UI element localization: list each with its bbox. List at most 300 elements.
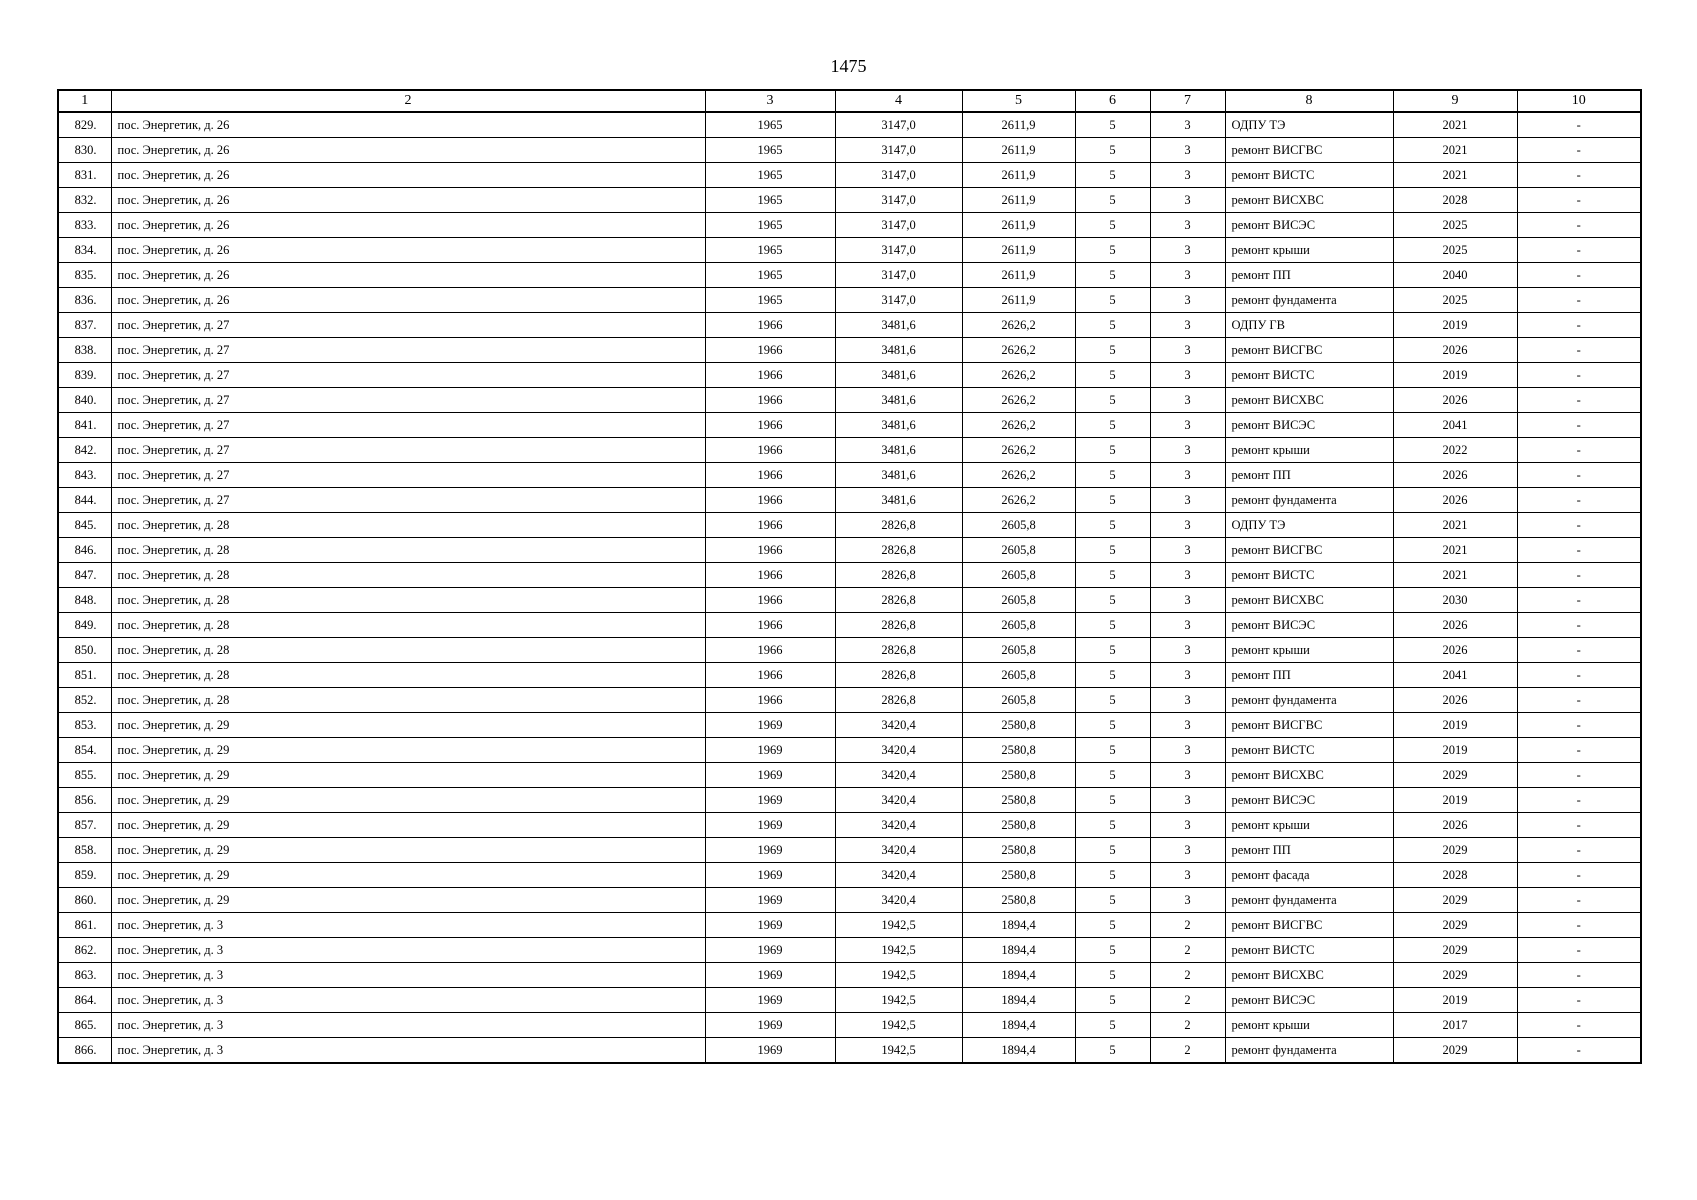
cell-planned-year: 2026 [1393, 388, 1517, 413]
cell-address: пос. Энергетик, д. 3 [111, 1038, 705, 1064]
cell-work-type: ремонт ВИСТС [1225, 563, 1393, 588]
cell-build-year: 1966 [705, 513, 835, 538]
cell-planned-year: 2022 [1393, 438, 1517, 463]
table-row [58, 538, 1641, 563]
cell-entrances: 3 [1150, 763, 1225, 788]
cell-planned-year: 2029 [1393, 913, 1517, 938]
cell-living-area: 2605,8 [962, 613, 1075, 638]
cell-work-type: ремонт ВИСХВС [1225, 963, 1393, 988]
cell-total-area: 3147,0 [835, 112, 962, 138]
table-row [58, 488, 1641, 513]
cell-entrances: 3 [1150, 363, 1225, 388]
cell-planned-year: 2021 [1393, 538, 1517, 563]
cell-row-number: 836. [58, 288, 111, 313]
cell-cost: - [1517, 513, 1641, 538]
cell-total-area: 2826,8 [835, 613, 962, 638]
cell-cost: - [1517, 588, 1641, 613]
cell-living-area: 2605,8 [962, 563, 1075, 588]
cell-planned-year: 2025 [1393, 288, 1517, 313]
cell-build-year: 1966 [705, 438, 835, 463]
cell-work-type: ремонт фундамента [1225, 288, 1393, 313]
cell-row-number: 840. [58, 388, 111, 413]
cell-row-number: 838. [58, 338, 111, 363]
cell-planned-year: 2017 [1393, 1013, 1517, 1038]
cell-entrances: 3 [1150, 288, 1225, 313]
cell-address: пос. Энергетик, д. 28 [111, 613, 705, 638]
table-row [58, 638, 1641, 663]
cell-address: пос. Энергетик, д. 3 [111, 988, 705, 1013]
cell-row-number: 857. [58, 813, 111, 838]
cell-work-type: ремонт ВИСХВС [1225, 763, 1393, 788]
cell-planned-year: 2026 [1393, 338, 1517, 363]
cell-cost: - [1517, 213, 1641, 238]
cell-build-year: 1969 [705, 988, 835, 1013]
cell-total-area: 1942,5 [835, 1038, 962, 1064]
cell-planned-year: 2026 [1393, 488, 1517, 513]
table-row [58, 913, 1641, 938]
cell-total-area: 1942,5 [835, 963, 962, 988]
cell-row-number: 863. [58, 963, 111, 988]
cell-floors: 5 [1075, 563, 1150, 588]
cell-row-number: 855. [58, 763, 111, 788]
cell-living-area: 2626,2 [962, 313, 1075, 338]
cell-floors: 5 [1075, 338, 1150, 363]
column-header-2: 2 [111, 90, 705, 112]
cell-entrances: 3 [1150, 163, 1225, 188]
cell-total-area: 3147,0 [835, 188, 962, 213]
cell-work-type: ремонт крыши [1225, 813, 1393, 838]
cell-floors: 5 [1075, 263, 1150, 288]
cell-cost: - [1517, 1013, 1641, 1038]
cell-address: пос. Энергетик, д. 28 [111, 663, 705, 688]
cell-cost: - [1517, 363, 1641, 388]
cell-floors: 5 [1075, 863, 1150, 888]
cell-entrances: 3 [1150, 188, 1225, 213]
cell-living-area: 1894,4 [962, 963, 1075, 988]
cell-total-area: 3420,4 [835, 713, 962, 738]
cell-address: пос. Энергетик, д. 27 [111, 463, 705, 488]
cell-total-area: 3481,6 [835, 363, 962, 388]
table-row [58, 163, 1641, 188]
table-row [58, 938, 1641, 963]
cell-entrances: 3 [1150, 438, 1225, 463]
cell-cost: - [1517, 838, 1641, 863]
cell-floors: 5 [1075, 363, 1150, 388]
cell-entrances: 2 [1150, 963, 1225, 988]
cell-entrances: 3 [1150, 338, 1225, 363]
cell-cost: - [1517, 888, 1641, 913]
cell-row-number: 848. [58, 588, 111, 613]
cell-work-type: ремонт фундамента [1225, 1038, 1393, 1064]
cell-entrances: 3 [1150, 688, 1225, 713]
cell-total-area: 2826,8 [835, 538, 962, 563]
cell-row-number: 833. [58, 213, 111, 238]
table-row [58, 188, 1641, 213]
cell-build-year: 1966 [705, 488, 835, 513]
cell-row-number: 834. [58, 238, 111, 263]
cell-living-area: 2580,8 [962, 813, 1075, 838]
cell-entrances: 2 [1150, 988, 1225, 1013]
cell-floors: 5 [1075, 838, 1150, 863]
cell-entrances: 3 [1150, 463, 1225, 488]
column-header-10: 10 [1517, 90, 1641, 112]
cell-total-area: 3420,4 [835, 838, 962, 863]
cell-planned-year: 2029 [1393, 1038, 1517, 1064]
cell-planned-year: 2019 [1393, 788, 1517, 813]
cell-address: пос. Энергетик, д. 26 [111, 138, 705, 163]
cell-floors: 5 [1075, 488, 1150, 513]
cell-address: пос. Энергетик, д. 3 [111, 913, 705, 938]
column-header-7: 7 [1150, 90, 1225, 112]
cell-address: пос. Энергетик, д. 26 [111, 263, 705, 288]
cell-address: пос. Энергетик, д. 28 [111, 513, 705, 538]
cell-floors: 5 [1075, 1038, 1150, 1064]
cell-planned-year: 2028 [1393, 188, 1517, 213]
cell-total-area: 1942,5 [835, 913, 962, 938]
cell-address: пос. Энергетик, д. 26 [111, 112, 705, 138]
cell-row-number: 830. [58, 138, 111, 163]
cell-build-year: 1966 [705, 463, 835, 488]
cell-work-type: ОДПУ ТЭ [1225, 513, 1393, 538]
cell-entrances: 3 [1150, 138, 1225, 163]
cell-row-number: 864. [58, 988, 111, 1013]
cell-planned-year: 2029 [1393, 963, 1517, 988]
cell-address: пос. Энергетик, д. 28 [111, 538, 705, 563]
cell-work-type: ремонт ВИСГВС [1225, 713, 1393, 738]
cell-work-type: ремонт ВИСТС [1225, 363, 1393, 388]
cell-entrances: 3 [1150, 713, 1225, 738]
cell-entrances: 3 [1150, 613, 1225, 638]
cell-floors: 5 [1075, 738, 1150, 763]
cell-living-area: 2611,9 [962, 213, 1075, 238]
cell-work-type: ремонт ВИСТС [1225, 738, 1393, 763]
cell-entrances: 3 [1150, 638, 1225, 663]
cell-living-area: 2611,9 [962, 138, 1075, 163]
cell-cost: - [1517, 338, 1641, 363]
cell-total-area: 2826,8 [835, 588, 962, 613]
cell-cost: - [1517, 638, 1641, 663]
cell-cost: - [1517, 188, 1641, 213]
cell-build-year: 1969 [705, 1013, 835, 1038]
cell-row-number: 837. [58, 313, 111, 338]
cell-total-area: 3420,4 [835, 813, 962, 838]
cell-build-year: 1969 [705, 1038, 835, 1064]
cell-floors: 5 [1075, 438, 1150, 463]
cell-floors: 5 [1075, 1013, 1150, 1038]
cell-living-area: 2626,2 [962, 488, 1075, 513]
cell-entrances: 3 [1150, 838, 1225, 863]
column-header-1: 1 [58, 90, 111, 112]
cell-entrances: 2 [1150, 938, 1225, 963]
cell-work-type: ремонт ВИСГВС [1225, 913, 1393, 938]
cell-planned-year: 2026 [1393, 613, 1517, 638]
cell-living-area: 1894,4 [962, 913, 1075, 938]
cell-build-year: 1966 [705, 538, 835, 563]
cell-living-area: 2605,8 [962, 638, 1075, 663]
cell-build-year: 1969 [705, 838, 835, 863]
cell-entrances: 3 [1150, 313, 1225, 338]
table-row [58, 738, 1641, 763]
cell-row-number: 853. [58, 713, 111, 738]
cell-living-area: 2611,9 [962, 112, 1075, 138]
cell-build-year: 1969 [705, 938, 835, 963]
cell-work-type: ремонт фундамента [1225, 688, 1393, 713]
cell-living-area: 2580,8 [962, 888, 1075, 913]
cell-address: пос. Энергетик, д. 26 [111, 188, 705, 213]
cell-work-type: ремонт ВИСГВС [1225, 138, 1393, 163]
table-row [58, 763, 1641, 788]
cell-floors: 5 [1075, 763, 1150, 788]
cell-entrances: 2 [1150, 913, 1225, 938]
cell-living-area: 2605,8 [962, 538, 1075, 563]
cell-planned-year: 2029 [1393, 838, 1517, 863]
cell-floors: 5 [1075, 663, 1150, 688]
cell-total-area: 3147,0 [835, 263, 962, 288]
cell-total-area: 3420,4 [835, 763, 962, 788]
cell-cost: - [1517, 488, 1641, 513]
column-header-4: 4 [835, 90, 962, 112]
cell-address: пос. Энергетик, д. 27 [111, 438, 705, 463]
cell-living-area: 2580,8 [962, 713, 1075, 738]
cell-floors: 5 [1075, 463, 1150, 488]
cell-entrances: 3 [1150, 738, 1225, 763]
cell-total-area: 3481,6 [835, 438, 962, 463]
table-row [58, 112, 1641, 138]
table-row [58, 988, 1641, 1013]
cell-planned-year: 2021 [1393, 138, 1517, 163]
cell-planned-year: 2028 [1393, 863, 1517, 888]
cell-planned-year: 2029 [1393, 763, 1517, 788]
cell-entrances: 3 [1150, 588, 1225, 613]
cell-row-number: 849. [58, 613, 111, 638]
table-header [58, 90, 1641, 112]
cell-cost: - [1517, 988, 1641, 1013]
cell-cost: - [1517, 288, 1641, 313]
cell-work-type: ремонт ВИСЭС [1225, 788, 1393, 813]
cell-entrances: 2 [1150, 1013, 1225, 1038]
cell-total-area: 3420,4 [835, 888, 962, 913]
table-row [58, 813, 1641, 838]
cell-build-year: 1966 [705, 638, 835, 663]
cell-floors: 5 [1075, 413, 1150, 438]
cell-floors: 5 [1075, 163, 1150, 188]
cell-entrances: 3 [1150, 888, 1225, 913]
table-row [58, 663, 1641, 688]
cell-entrances: 3 [1150, 813, 1225, 838]
cell-living-area: 2605,8 [962, 663, 1075, 688]
cell-planned-year: 2026 [1393, 638, 1517, 663]
cell-build-year: 1966 [705, 588, 835, 613]
cell-build-year: 1966 [705, 313, 835, 338]
cell-address: пос. Энергетик, д. 26 [111, 213, 705, 238]
cell-floors: 5 [1075, 638, 1150, 663]
cell-planned-year: 2019 [1393, 713, 1517, 738]
cell-work-type: ремонт ПП [1225, 663, 1393, 688]
table-row [58, 888, 1641, 913]
cell-cost: - [1517, 538, 1641, 563]
cell-work-type: ОДПУ ГВ [1225, 313, 1393, 338]
cell-planned-year: 2019 [1393, 988, 1517, 1013]
cell-build-year: 1965 [705, 238, 835, 263]
cell-build-year: 1966 [705, 363, 835, 388]
cell-address: пос. Энергетик, д. 29 [111, 838, 705, 863]
cell-work-type: ремонт крыши [1225, 238, 1393, 263]
table-row [58, 213, 1641, 238]
cell-living-area: 2611,9 [962, 288, 1075, 313]
cell-planned-year: 2019 [1393, 363, 1517, 388]
cell-address: пос. Энергетик, д. 27 [111, 338, 705, 363]
cell-row-number: 856. [58, 788, 111, 813]
cell-living-area: 2626,2 [962, 388, 1075, 413]
table-row [58, 713, 1641, 738]
cell-planned-year: 2026 [1393, 813, 1517, 838]
cell-cost: - [1517, 413, 1641, 438]
cell-planned-year: 2021 [1393, 563, 1517, 588]
cell-row-number: 842. [58, 438, 111, 463]
cell-address: пос. Энергетик, д. 28 [111, 563, 705, 588]
cell-work-type: ремонт ВИСЭС [1225, 413, 1393, 438]
capital-repair-table [57, 89, 1642, 1064]
cell-work-type: ремонт ПП [1225, 263, 1393, 288]
table-row [58, 688, 1641, 713]
cell-build-year: 1969 [705, 888, 835, 913]
cell-planned-year: 2021 [1393, 513, 1517, 538]
cell-living-area: 1894,4 [962, 938, 1075, 963]
table-row [58, 963, 1641, 988]
cell-floors: 5 [1075, 188, 1150, 213]
cell-address: пос. Энергетик, д. 26 [111, 288, 705, 313]
cell-living-area: 2580,8 [962, 738, 1075, 763]
cell-row-number: 851. [58, 663, 111, 688]
column-header-9: 9 [1393, 90, 1517, 112]
cell-address: пос. Энергетик, д. 29 [111, 788, 705, 813]
cell-address: пос. Энергетик, д. 29 [111, 813, 705, 838]
cell-living-area: 2611,9 [962, 163, 1075, 188]
cell-living-area: 1894,4 [962, 988, 1075, 1013]
cell-cost: - [1517, 563, 1641, 588]
cell-address: пос. Энергетик, д. 29 [111, 888, 705, 913]
column-header-8: 8 [1225, 90, 1393, 112]
cell-entrances: 3 [1150, 663, 1225, 688]
cell-cost: - [1517, 463, 1641, 488]
cell-total-area: 1942,5 [835, 988, 962, 1013]
cell-row-number: 866. [58, 1038, 111, 1064]
cell-total-area: 3481,6 [835, 338, 962, 363]
cell-entrances: 3 [1150, 513, 1225, 538]
cell-floors: 5 [1075, 913, 1150, 938]
cell-total-area: 1942,5 [835, 1013, 962, 1038]
cell-row-number: 845. [58, 513, 111, 538]
cell-planned-year: 2040 [1393, 263, 1517, 288]
cell-address: пос. Энергетик, д. 29 [111, 763, 705, 788]
cell-build-year: 1965 [705, 188, 835, 213]
cell-address: пос. Энергетик, д. 27 [111, 413, 705, 438]
cell-work-type: ремонт крыши [1225, 438, 1393, 463]
cell-floors: 5 [1075, 988, 1150, 1013]
cell-entrances: 3 [1150, 863, 1225, 888]
cell-row-number: 861. [58, 913, 111, 938]
cell-living-area: 2611,9 [962, 263, 1075, 288]
cell-build-year: 1969 [705, 863, 835, 888]
cell-living-area: 2626,2 [962, 463, 1075, 488]
table-row [58, 863, 1641, 888]
cell-planned-year: 2041 [1393, 663, 1517, 688]
cell-planned-year: 2026 [1393, 463, 1517, 488]
cell-total-area: 2826,8 [835, 638, 962, 663]
cell-build-year: 1966 [705, 688, 835, 713]
cell-planned-year: 2026 [1393, 688, 1517, 713]
cell-living-area: 2626,2 [962, 338, 1075, 363]
cell-entrances: 3 [1150, 788, 1225, 813]
cell-build-year: 1965 [705, 213, 835, 238]
cell-work-type: ремонт ПП [1225, 463, 1393, 488]
cell-living-area: 2611,9 [962, 238, 1075, 263]
cell-build-year: 1965 [705, 263, 835, 288]
table-row [58, 338, 1641, 363]
cell-address: пос. Энергетик, д. 27 [111, 388, 705, 413]
cell-row-number: 854. [58, 738, 111, 763]
cell-row-number: 858. [58, 838, 111, 863]
cell-build-year: 1966 [705, 613, 835, 638]
cell-cost: - [1517, 938, 1641, 963]
cell-entrances: 3 [1150, 213, 1225, 238]
cell-work-type: ремонт ВИСЭС [1225, 988, 1393, 1013]
table-row [58, 513, 1641, 538]
cell-floors: 5 [1075, 288, 1150, 313]
cell-living-area: 2605,8 [962, 588, 1075, 613]
cell-total-area: 3481,6 [835, 388, 962, 413]
table-row [58, 388, 1641, 413]
cell-work-type: ремонт фундамента [1225, 488, 1393, 513]
table-row [58, 613, 1641, 638]
cell-work-type: ремонт ВИСХВС [1225, 588, 1393, 613]
cell-row-number: 829. [58, 112, 111, 138]
table-row [58, 263, 1641, 288]
cell-build-year: 1969 [705, 788, 835, 813]
cell-total-area: 3147,0 [835, 288, 962, 313]
cell-row-number: 843. [58, 463, 111, 488]
cell-floors: 5 [1075, 388, 1150, 413]
cell-cost: - [1517, 763, 1641, 788]
cell-living-area: 2605,8 [962, 688, 1075, 713]
cell-total-area: 2826,8 [835, 663, 962, 688]
cell-row-number: 852. [58, 688, 111, 713]
table-row [58, 588, 1641, 613]
cell-planned-year: 2029 [1393, 938, 1517, 963]
cell-entrances: 3 [1150, 413, 1225, 438]
cell-cost: - [1517, 388, 1641, 413]
cell-address: пос. Энергетик, д. 28 [111, 688, 705, 713]
cell-floors: 5 [1075, 313, 1150, 338]
cell-total-area: 3481,6 [835, 463, 962, 488]
cell-floors: 5 [1075, 238, 1150, 263]
cell-build-year: 1965 [705, 112, 835, 138]
cell-floors: 5 [1075, 588, 1150, 613]
cell-work-type: ремонт ВИСЭС [1225, 213, 1393, 238]
cell-build-year: 1966 [705, 413, 835, 438]
cell-address: пос. Энергетик, д. 3 [111, 938, 705, 963]
cell-floors: 5 [1075, 788, 1150, 813]
column-header-6: 6 [1075, 90, 1150, 112]
cell-floors: 5 [1075, 138, 1150, 163]
cell-address: пос. Энергетик, д. 29 [111, 713, 705, 738]
cell-build-year: 1969 [705, 813, 835, 838]
table-row [58, 463, 1641, 488]
cell-address: пос. Энергетик, д. 3 [111, 1013, 705, 1038]
cell-cost: - [1517, 438, 1641, 463]
cell-row-number: 841. [58, 413, 111, 438]
cell-build-year: 1969 [705, 713, 835, 738]
